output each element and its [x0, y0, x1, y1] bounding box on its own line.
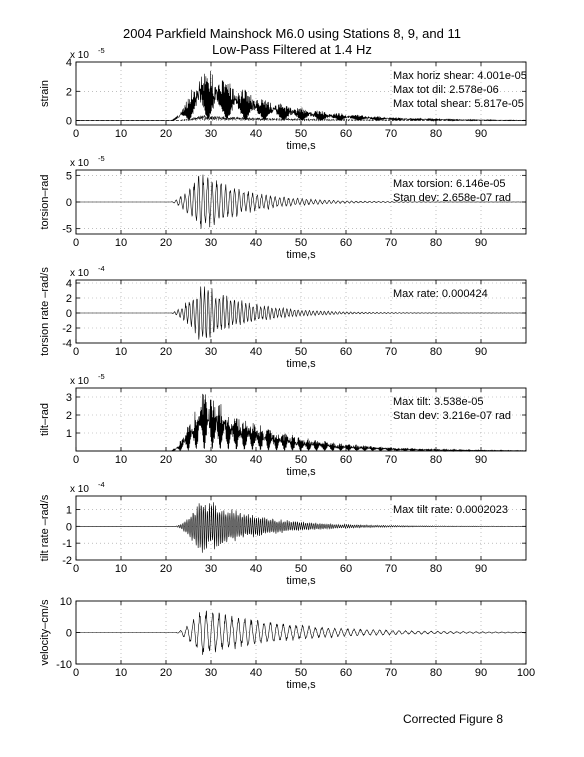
- chart-0-xtick-label-9: 90: [474, 128, 488, 140]
- chart-1-annotation-0: Max torsion: 6.146e-05: [393, 178, 506, 190]
- chart-2-xtick-label-9: 90: [474, 346, 488, 358]
- chart-1-annotation-1: Stan dev: 2.658e-07 rad: [393, 192, 512, 204]
- chart-2-xtick-label-5: 50: [294, 346, 308, 358]
- chart-4-xtick-label-2: 20: [159, 563, 173, 575]
- chart-4-xtick-label-7: 70: [384, 563, 398, 575]
- chart-3-xtick-label-8: 80: [429, 454, 443, 466]
- chart-0-xtick-label-4: 40: [249, 128, 263, 140]
- chart-4-ylabel: tilt rate –rad/s: [39, 494, 51, 562]
- chart-5-xtick-label-3: 30: [204, 667, 218, 679]
- chart-4-xtick-label-5: 50: [294, 563, 308, 575]
- chart-4-ytick-label-0: -2: [62, 555, 72, 567]
- chart-3-xtick-label-7: 70: [384, 454, 398, 466]
- chart-3-xtick-label-0: 0: [72, 454, 80, 466]
- chart-0-ylabel: strain: [39, 80, 51, 107]
- chart-2-ytick-label-3: 2: [65, 293, 72, 305]
- chart-2-ylabel: torsion rate –rad/s: [39, 267, 51, 356]
- chart-0-exponent-label: x 10: [70, 50, 89, 61]
- chart-5-xtick-label-2: 20: [159, 667, 173, 679]
- chart-1-ylabel: torsion–rad: [39, 174, 51, 230]
- chart-2-annotation-0: Max rate: 0.000424: [393, 288, 488, 300]
- chart-0-ytick-label-2: 4: [65, 57, 72, 69]
- chart-0-annotation-0: Max horiz shear: 4.001e-05: [393, 70, 527, 82]
- chart-1-xtick-label-7: 70: [384, 237, 398, 249]
- chart-2-xtick-label-3: 30: [204, 346, 218, 358]
- chart-0-xtick-label-7: 70: [384, 128, 398, 140]
- chart-4-ytick-label-3: 1: [65, 504, 72, 517]
- chart-0-xlabel: time,s: [286, 140, 316, 152]
- chart-2-xtick-label-8: 80: [429, 346, 443, 358]
- chart-3-ytick-label-0: 1: [65, 428, 72, 440]
- figure-title-line-1: 2004 Parkfield Mainshock M6.0 using Stations 8, 9, and 11: [123, 26, 461, 41]
- chart-1-xlabel: time,s: [286, 249, 316, 261]
- chart-1-xtick-label-5: 50: [294, 237, 308, 249]
- chart-3-ylabel: tilt–rad: [39, 402, 51, 437]
- chart-4-xtick-label-9: 90: [474, 563, 488, 575]
- chart-4-xtick-label-3: 30: [204, 563, 218, 575]
- chart-4-exponent: -4: [98, 480, 105, 489]
- chart-5-xlabel: time,s: [286, 679, 316, 691]
- chart-3-xtick-label-9: 90: [474, 454, 488, 466]
- chart-0-xtick-label-8: 80: [429, 128, 443, 140]
- chart-0-xtick-label-2: 20: [159, 128, 173, 140]
- chart-0-ytick-label-0: 0: [65, 115, 72, 128]
- chart-4-xtick-label-4: 40: [249, 563, 263, 575]
- chart-5-xtick-label-5: 50: [294, 667, 308, 679]
- chart-0-annotation-2: Max total shear: 5.817e-05: [393, 98, 524, 110]
- chart-0-xtick-label-5: 50: [294, 128, 308, 140]
- chart-0-xtick-label-6: 60: [339, 128, 353, 140]
- chart-2-ytick-label-2: 0: [65, 308, 72, 320]
- chart-0-xtick-label-0: 0: [72, 128, 80, 140]
- chart-3-exponent: -5: [98, 372, 105, 381]
- chart-4-xtick-label-6: 60: [339, 563, 353, 575]
- chart-4-annotation-0: Max tilt rate: 0.0002023: [393, 504, 508, 516]
- chart-3-xtick-label-1: 10: [114, 454, 128, 466]
- chart-5-xtick-label-9: 90: [474, 667, 488, 679]
- chart-3-xtick-label-3: 30: [204, 454, 218, 466]
- chart-4-ytick-label-1: -1: [62, 538, 72, 551]
- chart-1-xtick-label-4: 40: [249, 237, 263, 249]
- chart-4-xtick-label-8: 80: [429, 563, 443, 575]
- chart-1-ytick-label-1: 0: [65, 197, 72, 209]
- chart-2-exponent: -4: [98, 264, 105, 273]
- chart-2-ytick-label-0: -4: [62, 338, 72, 350]
- chart-2-ytick-label-1: -2: [62, 323, 72, 335]
- chart-2-exponent-label: x 10: [70, 268, 89, 279]
- chart-3-xtick-label-4: 40: [249, 454, 263, 466]
- chart-1-exponent: -5: [98, 154, 105, 163]
- chart-2-xlabel: time,s: [286, 358, 316, 370]
- chart-3-annotation-0: Max tilt: 3.538e-05: [393, 396, 484, 408]
- chart-0-xtick-label-3: 30: [204, 128, 218, 140]
- chart-2-xtick-label-6: 60: [339, 346, 353, 358]
- chart-1-xtick-label-2: 20: [159, 237, 173, 249]
- chart-5-xtick-label-6: 60: [339, 667, 353, 679]
- chart-4-xtick-label-0: 0: [72, 563, 80, 575]
- chart-1-ytick-label-2: 5: [65, 170, 72, 183]
- chart-4-xtick-label-1: 10: [114, 563, 128, 575]
- chart-0-annotation-1: Max tot dil: 2.578e-06: [393, 84, 499, 96]
- chart-2-xtick-label-4: 40: [249, 346, 263, 358]
- chart-3-xtick-label-2: 20: [159, 454, 173, 466]
- chart-1-ytick-label-0: -5: [62, 223, 72, 236]
- chart-0-xtick-label-1: 10: [114, 128, 128, 140]
- chart-4-ytick-label-2: 0: [65, 521, 72, 534]
- chart-3-xtick-label-6: 60: [339, 454, 353, 466]
- chart-5-xtick-label-8: 80: [429, 667, 443, 679]
- chart-0-ytick-label-1: 2: [65, 86, 72, 99]
- chart-2-xtick-label-7: 70: [384, 346, 398, 358]
- chart-1-xtick-label-3: 30: [204, 237, 218, 249]
- chart-5-xtick-label-0: 0: [72, 667, 80, 679]
- chart-1-xtick-label-1: 10: [114, 237, 128, 249]
- figure-footer-note: Corrected Figure 8: [403, 712, 504, 726]
- chart-5-xtick-label-1: 10: [114, 667, 128, 679]
- chart-0-exponent: -5: [98, 46, 105, 55]
- figure-title-line-2: Low-Pass Filtered at 1.4 Hz: [212, 42, 372, 57]
- chart-2-xtick-label-1: 10: [114, 346, 128, 358]
- chart-3-xlabel: time,s: [286, 466, 316, 478]
- chart-3-ytick-label-1: 2: [65, 410, 72, 422]
- chart-3-exponent-label: x 10: [70, 376, 89, 387]
- chart-3-ytick-label-2: 3: [65, 392, 72, 404]
- chart-3-xtick-label-5: 50: [294, 454, 308, 466]
- chart-5-ytick-label-1: 0: [65, 627, 72, 640]
- chart-5-xtick-label-10: 100: [516, 667, 536, 679]
- chart-2-xtick-label-0: 0: [72, 346, 80, 358]
- chart-1-exponent-label: x 10: [70, 158, 89, 169]
- chart-3-annotation-1: Stan dev: 3.216e-07 rad: [393, 410, 512, 422]
- chart-1-xtick-label-9: 90: [474, 237, 488, 249]
- chart-5-xtick-label-4: 40: [249, 667, 263, 679]
- chart-2-ytick-label-4: 4: [65, 278, 72, 290]
- chart-4-exponent-label: x 10: [70, 484, 89, 495]
- chart-1-xtick-label-8: 80: [429, 237, 443, 249]
- chart-5-ytick-label-0: -10: [56, 659, 72, 671]
- chart-5-xtick-label-7: 70: [384, 667, 398, 679]
- chart-1-xtick-label-6: 60: [339, 237, 353, 249]
- chart-1-xtick-label-0: 0: [72, 237, 80, 249]
- chart-4-xlabel: time,s: [286, 575, 316, 587]
- chart-5-ytick-label-2: 10: [59, 596, 72, 608]
- chart-2-xtick-label-2: 20: [159, 346, 173, 358]
- chart-5-ylabel: velocity–cm/s: [39, 599, 51, 666]
